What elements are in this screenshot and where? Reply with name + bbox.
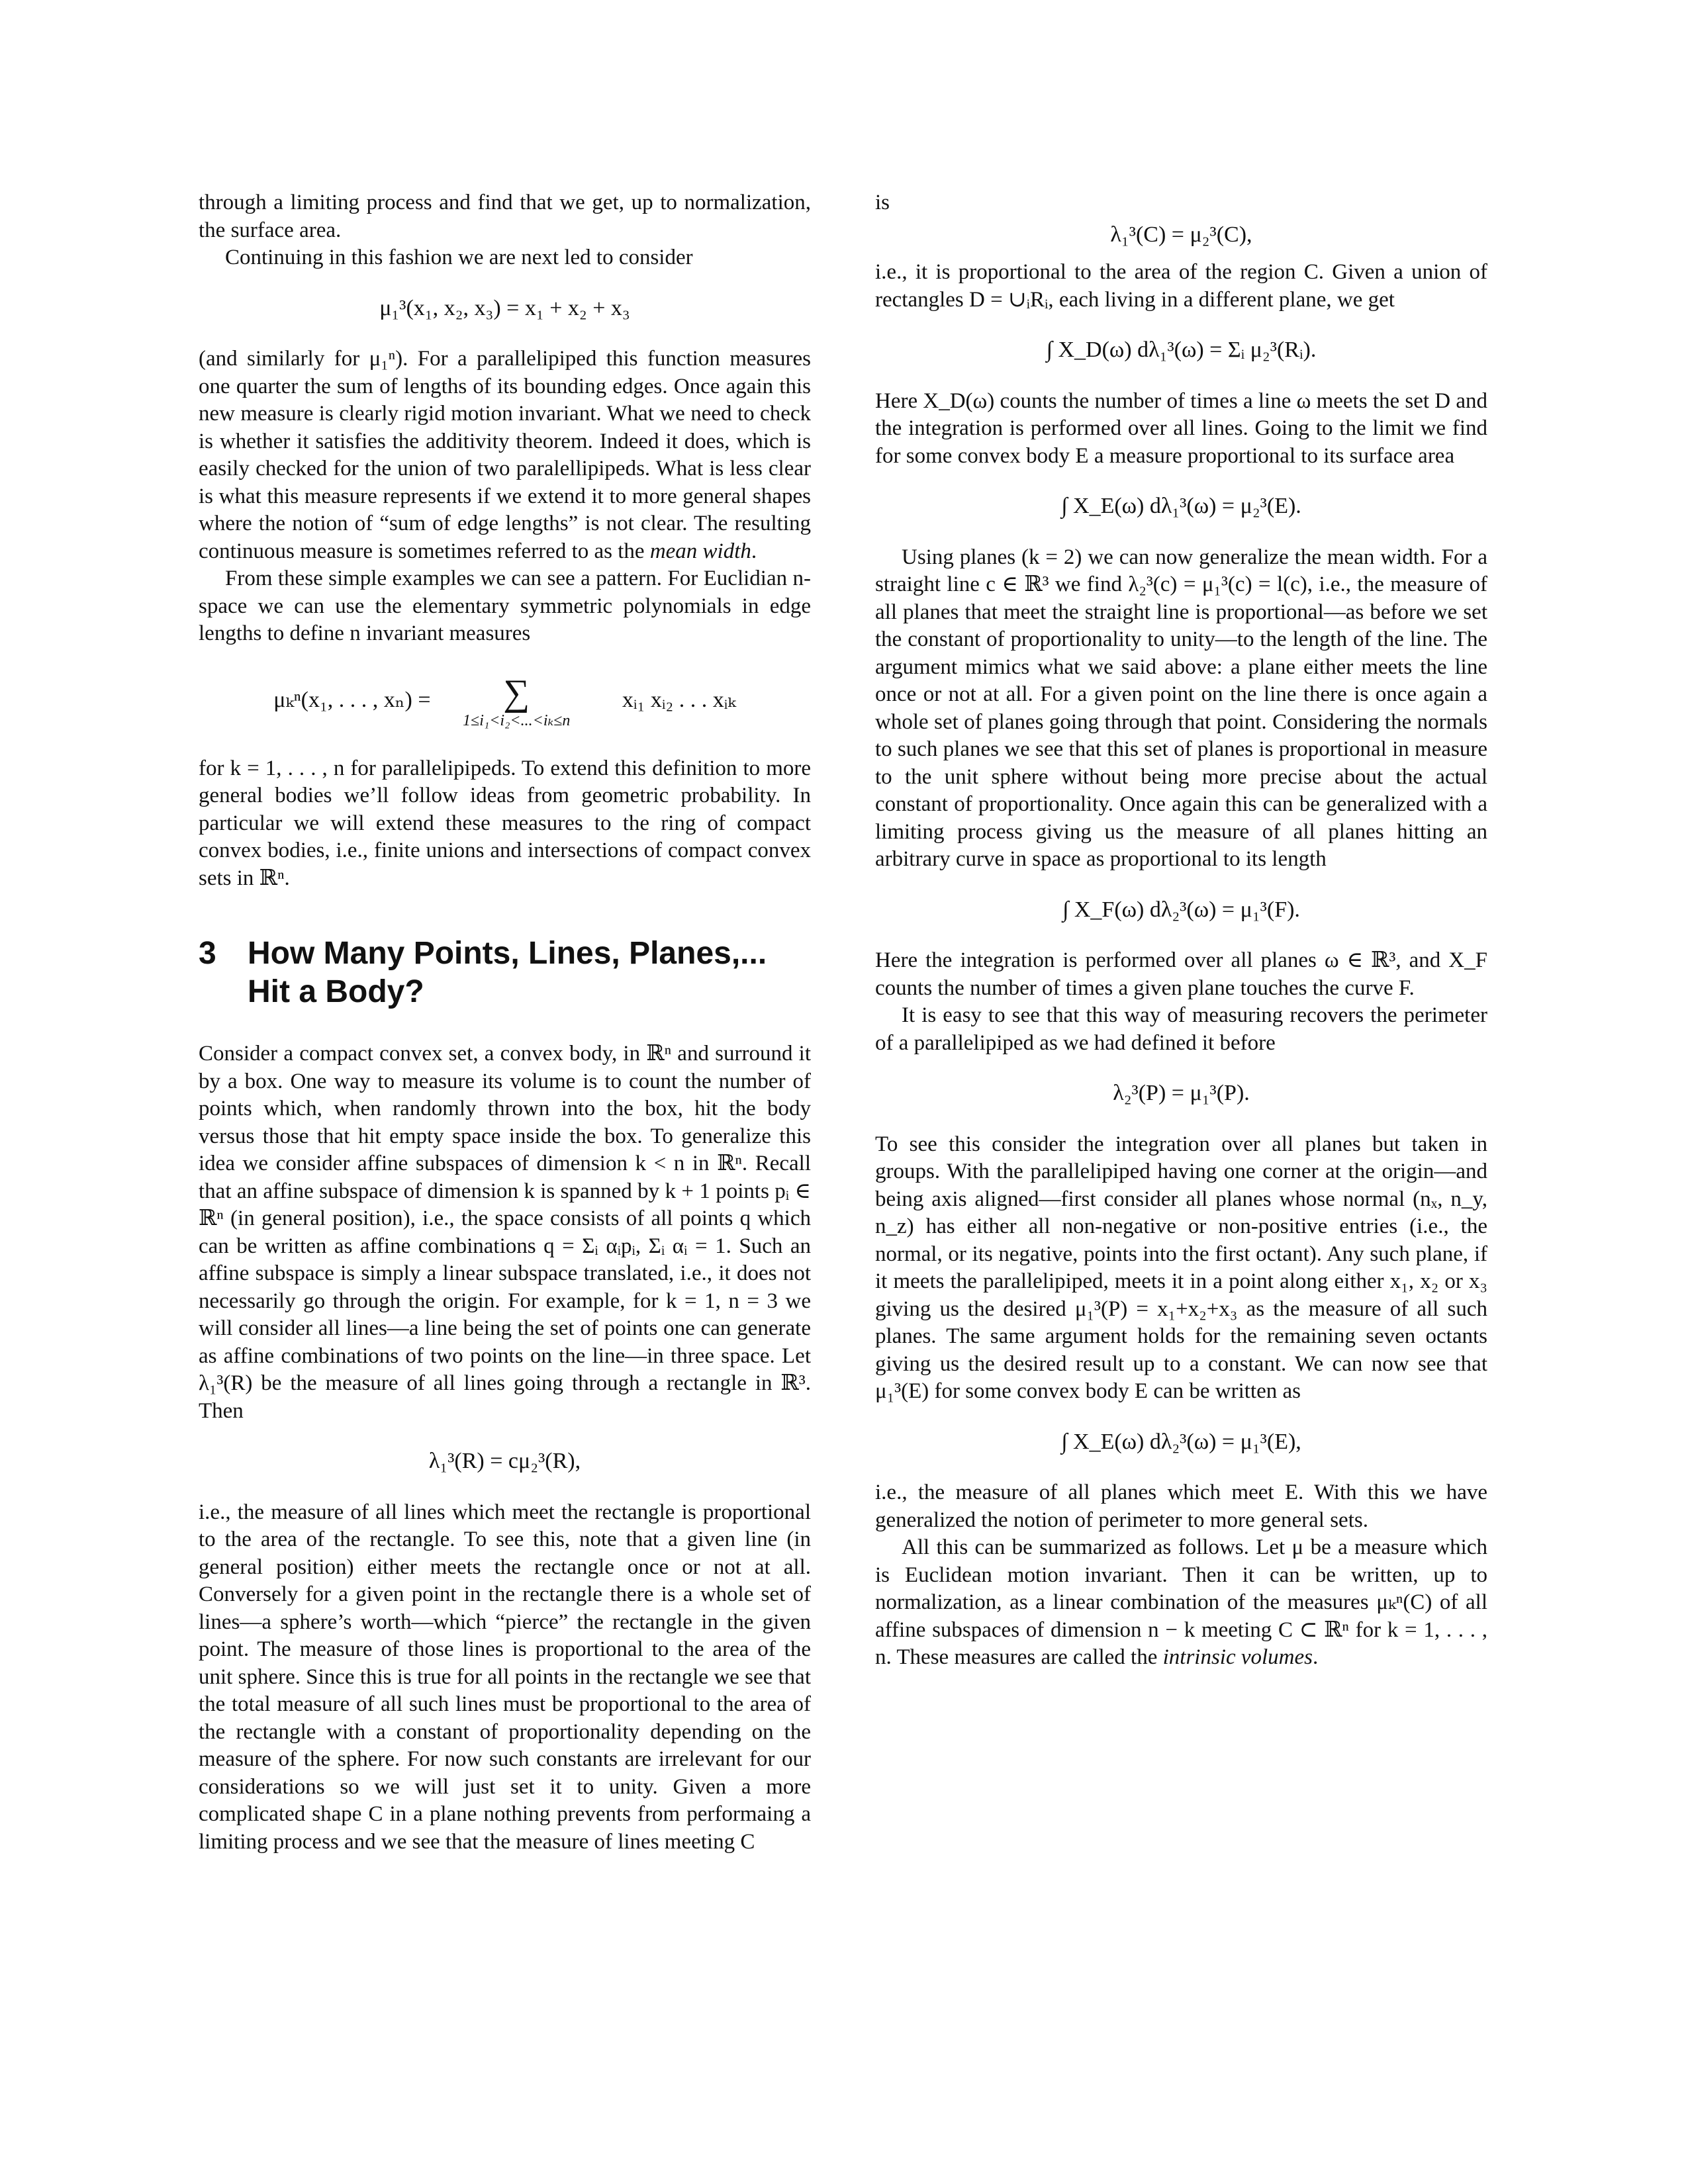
paragraph: From these simple examples we can see a pattern. For Euclidian n-space we can use the elementary symmetric polynomials in edge lengths to define n invariant measures: [199, 567, 811, 645]
equation: λ₂³(P) = μ₁³(P).: [1113, 1081, 1250, 1105]
paragraph: for k = 1, . . . , n for parallelipipeds. To extend this definition to more general bodies we’ll follow ideas from geometric probability. In particular we will extend these measures to the ring of compact convex bodies, i.e., finite unions and intersections of compact convex sets in ℝⁿ.: [199, 756, 811, 890]
right-column: [875, 189, 1487, 1672]
paragraph: i.e., the measure of all planes which meet E. With this we have generalized the notion of perimeter to more general sets.: [875, 1480, 1487, 1532]
paragraph: i.e., the measure of all lines which meet the rectangle is proportional to the area of the rectangle. To see this, note that a given line (in general position) either meets the rectangle once or not at all. Conversely for a given point in the rectangle there is a whole set of lines—a sphere’s worth—which “pierce” the rectangle in the given point. The measure of those lines is proportional to the area of the unit sphere. Since this is true for all points in the rectangle we see that the total measure of all such lines must be proportional to the area of the rectangle with a constant of proportionality depending on the measure of the sphere. For now such constants are irrelevant for our considerations so we will just set it to unity. Given a more complicated shape C in a plane nothing prevents from performaing a limiting process and we see that the measure of lines meeting C: [199, 1500, 811, 1854]
emphasis-term: intrinsic volumes: [1162, 1645, 1313, 1669]
equation: ∫ X_F(ω) dλ₂³(ω) = μ₁³(F).: [1062, 897, 1300, 922]
paragraph: To see this consider the integration over all planes but taken in groups. With the parallelipiped having one corner at the origin—and being axis aligned—first consider all planes whose normal (nₓ, n_y, n_z) has either all non-negative or non-positive entries (i.e., the normal, or its negative, points into the first octant). Any such plane, if it meets the parallelipiped, meets it in a point along either x₁, x₂ or x₃ giving us the desired μ₁³(P) = x₁+x₂+x₃ as the measure of all such planes. The same argument holds for the remaining seven octants giving us the desired result up to a constant. We can now see that μ₁³(E) for some convex body E can be written as: [875, 1132, 1487, 1403]
paragraph: Using planes (k = 2) we can now generalize the mean width. For a straight line c ∈ ℝ³ we find λ₂³(c) = μ₁³(c) = l(c), i.e., the measure of all planes that meet the straight line is proportional—as before we set the constant of proportionality to unity—to the length of the line. The argument mimics what we said above: a plane either meets the line once or not at all. For a given point on the line there is once again a whole set of planes going through that point. Considering the normals to such planes we see that this set of planes is proportional in measure to the unit sphere without being more precise about the actual constant of proportionality. Once again this can be generalized with a limiting process giving us the measure of all planes hitting an arbitrary curve in space as proportional to its length: [875, 545, 1487, 871]
equation-lhs: μₖⁿ(x₁, . . . , xₙ) =: [273, 687, 431, 712]
paragraph: through a limiting process and find that we get, up to normalization, the surface area.: [199, 191, 811, 242]
paragraph: Consider a compact convex set, a convex body, in ℝⁿ and surround it by a box. One way to measure its volume is to count the number of points which, when randomly thrown into the box, hit the body versus those that hit empty space inside the box. To generalize this idea we consider affine subspaces of dimension k < n in ℝⁿ. Recall that an affine subspace of dimension k is spanned by k + 1 points pᵢ ∈ ℝⁿ (in general position), i.e., the space consists of all points q which can be written as affine combinations q = Σᵢ αᵢpᵢ, Σᵢ αᵢ = 1. Such an affine subspace is simply a linear subspace translated, i.e., it does not necessarily go through the origin. For example, for k = 1, n = 3 we will consider all lines—a line being the set of points one can generate as affine combinations of two points on the line—in three space. Let λ₁³(R) be the measure of all lines going through a rectangle in ℝ³. Then: [199, 1042, 811, 1423]
paragraph: is: [875, 191, 890, 214]
paragraph: i.e., it is proportional to the area of the region C. Given a union of rectangles D = ∪ᵢRᵢ, each living in a different plane, we get: [875, 260, 1487, 312]
section-heading: [199, 934, 811, 1011]
paragraph: Here X_D(ω) counts the number of times a line ω meets the set D and the integration is performed over all lines. Going to the limit we find for some convex body E a measure proportional to its surface area: [875, 388, 1488, 468]
paragraph: Here the integration is performed over all planes ω ∈ ℝ³, and X_F counts the number of times a given plane touches the curve F.: [875, 948, 1487, 1000]
summation: [463, 674, 570, 729]
equation-rhs: xᵢ₁ xᵢ₂ . . . xᵢₖ: [622, 687, 736, 712]
paragraph-text: (and similarly for μ₁ⁿ). For a parallelipiped this function measures one quarter the sum of lengths of its bounding edges. Once again this new measure is clearly rigid motion invariant. What we need to check is whether it satisfies the additivity theorem. Indeed it does, which is easily checked for the union of two paralellipipeds. What is less clear is what this measure represents if we extend it to more general shapes where the notion of “sum of edge lengths” is not clear. The resulting continuous measure is sometimes referred to as the: [199, 347, 811, 563]
equation: μ₁³(x₁, x₂, x₃) = x₁ + x₂ + x₃: [379, 295, 630, 320]
equation: λ₁³(C) = μ₂³(C),: [1110, 222, 1252, 247]
equation: ∫ X_E(ω) dλ₂³(ω) = μ₁³(E),: [1061, 1429, 1301, 1454]
equation: ∫ X_D(ω) dλ₁³(ω) = Σᵢ μ₂³(Rᵢ).: [1046, 338, 1317, 362]
paragraph: Continuing in this fashion we are next led to consider: [225, 246, 693, 269]
paragraph: It is easy to see that this way of measuring recovers the perimeter of a parallelipiped as we had defined it before: [875, 1003, 1487, 1055]
section-title: How Many Points, Lines, Planes,... Hit a Body?: [248, 936, 767, 1009]
equation: λ₁³(R) = cμ₂³(R),: [428, 1449, 581, 1473]
equation: ∫ X_E(ω) dλ₁³(ω) = μ₂³(E).: [1061, 494, 1301, 518]
left-column: [199, 189, 811, 1856]
paragraph-text: All this can be summarized as follows. Let μ be a measure which is Euclidean motion invariant. Then it can be written, up to normalization, as a linear combination of the measures μₖⁿ(C) of all affine subspaces of dimension n − k meeting C ⊂ ℝⁿ for k = 1, . . . , n. These measures are called the: [875, 1535, 1487, 1669]
paragraph: All this can be summarized as follows. Let μ be a measure which is Euclidean motion invariant. Then it can be written, up to normalization, as a linear combination of the measures μₖⁿ(C) of all affine subspaces of dimension n − k meeting C ⊂ ℝⁿ for k = 1, . . . , n. These measures are called the intrinsic volumes.: [875, 1535, 1487, 1669]
sum-symbol: ∑: [503, 672, 530, 713]
section-number: 3: [199, 936, 216, 971]
equation-elementary-symmetric: [199, 674, 811, 729]
paragraph: (and similarly for μ₁ⁿ). For a parallelipiped this function measures one quarter the sum of lengths of its bounding edges. Once again this new measure is clearly rigid motion invariant. What we need to check is whether it satisfies the additivity theorem. Indeed it does, which is easily checked for the union of two paralellipipeds. What is less clear is what this measure represents if we extend it to more general shapes where the notion of “sum of edge lengths” is not clear. The resulting continuous measure is sometimes referred to as the mean width.: [199, 347, 811, 563]
emphasis-term: mean width: [649, 539, 751, 563]
sum-limits: 1≤i₁<i₂<...<iₖ≤n: [463, 711, 571, 729]
